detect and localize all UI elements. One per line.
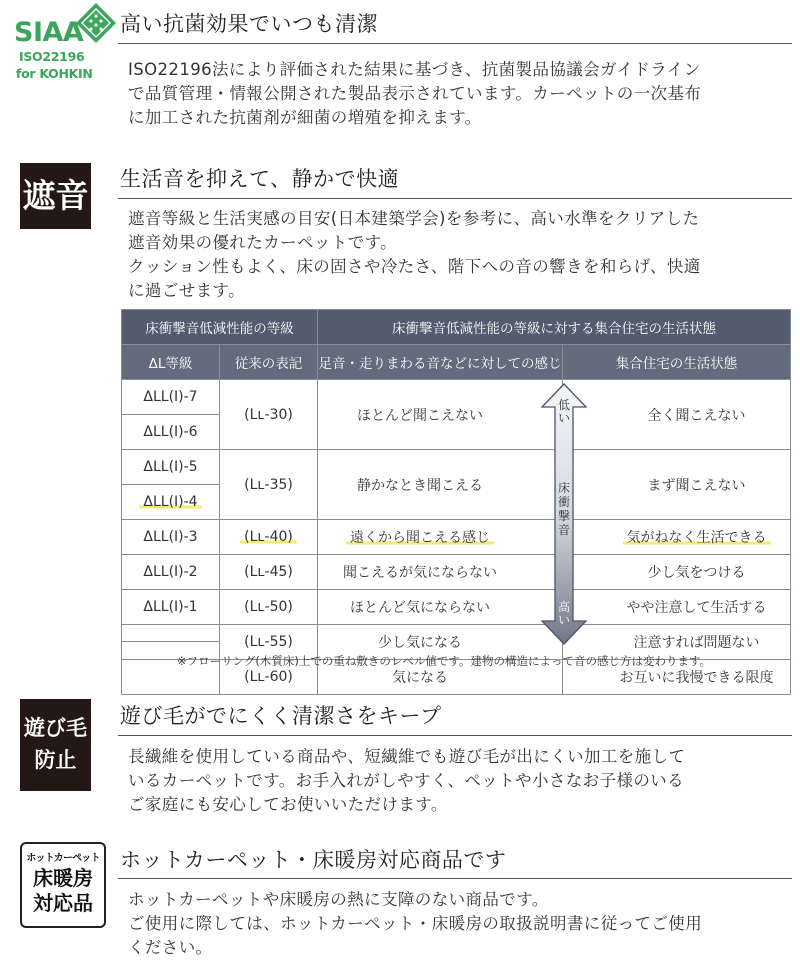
sound-insulation-table bbox=[121, 309, 791, 695]
impact-sound-arrow bbox=[540, 383, 588, 645]
anti-shedding-line: 長繊維を使用している商品や、短繊維でも遊び毛が出にくい加工を施して bbox=[128, 747, 686, 766]
old-notation-cell: (Lʟ-35) bbox=[220, 450, 318, 520]
grade-cell: ΔLL(I)-6 bbox=[122, 415, 220, 450]
hot-carpet-icon-line2: 床暖房 bbox=[33, 866, 93, 890]
old-highlight: (Lʟ-40) bbox=[240, 529, 297, 545]
feel-cell: 少し気になる bbox=[318, 625, 563, 660]
soundproof-badge: 遮音 bbox=[20, 163, 91, 229]
life-cell: 全く聞こえない bbox=[563, 380, 791, 450]
old-notation-cell: (Lʟ-45) bbox=[220, 555, 318, 590]
anti-shedding-divider bbox=[118, 735, 792, 736]
column-header-feel: 足音・走りまわる音などに対しての感じ bbox=[318, 345, 563, 380]
grade-cell: ΔLL(I)-2 bbox=[122, 555, 220, 590]
old-notation-cell: (Lʟ-50) bbox=[220, 590, 318, 625]
column-header-life: 集合住宅の生活状態 bbox=[563, 345, 791, 380]
grade-cell: ΔLL(I)-5 bbox=[122, 450, 220, 485]
old-notation-cell bbox=[220, 520, 318, 555]
grade-cell bbox=[122, 625, 220, 642]
arrow-high-label: 高い bbox=[557, 600, 570, 627]
siaa-logo-text: SIAA bbox=[14, 17, 84, 48]
life-cell: 少し気をつける bbox=[563, 555, 791, 590]
antibacterial-line: に加工された抗菌剤が細菌の増殖を抑えます。 bbox=[128, 108, 482, 127]
anti-shedding-line: いるカーペットです。お手入れがしやすく、ペットや小さなお子様のいる bbox=[128, 771, 685, 790]
life-cell bbox=[563, 520, 791, 555]
life-cell: まず聞こえない bbox=[563, 450, 791, 520]
anti-shedding-title: 遊び毛がでにくく清潔さをキープ bbox=[120, 704, 442, 728]
table-header-living: 床衝撃音低減性能の等級に対する集合住宅の生活状態 bbox=[318, 310, 791, 345]
grade-cell: ΔLL(I)-1 bbox=[122, 590, 220, 625]
life-cell: やや注意して生活する bbox=[563, 590, 791, 625]
hot-carpet-title: ホットカーペット・床暖房対応商品です bbox=[120, 848, 507, 872]
column-header-grade: ΔL等級 bbox=[122, 345, 220, 380]
old-notation-cell: (Lʟ-55) bbox=[220, 625, 318, 660]
hot-carpet-divider bbox=[118, 878, 792, 879]
grade-cell: ΔLL(I)-3 bbox=[122, 520, 220, 555]
anti-shedding-badge-line2: 防止 bbox=[34, 748, 77, 772]
old-notation-cell: (Lʟ-30) bbox=[220, 380, 318, 450]
arrow-middle-label: 床衝撃音 bbox=[557, 481, 570, 537]
life-highlight: 気がねなく生活できる bbox=[623, 530, 771, 546]
hot-carpet-icon-line1: ホットカーペット bbox=[26, 853, 100, 864]
grade-cell: ΔLL(I)-7 bbox=[122, 380, 220, 415]
hot-carpet-description bbox=[128, 888, 793, 960]
feel-cell: ほとんど聞こえない bbox=[318, 380, 563, 450]
antibacterial-divider bbox=[118, 43, 792, 44]
antibacterial-description bbox=[128, 58, 793, 130]
life-cell: 注意すれば問題ない bbox=[563, 625, 791, 660]
soundproof-line: クッション性もよく、床の固さや冷たさ、階下への音の響きを和らげ、快適 bbox=[128, 257, 701, 276]
soundproof-line: に過ごせます。 bbox=[128, 281, 245, 300]
column-header-old: 従来の表記 bbox=[220, 345, 318, 380]
soundproof-description bbox=[128, 207, 793, 303]
anti-shedding-line: ご家庭にも安心してお使いいただけます。 bbox=[128, 795, 448, 814]
soundproof-title: 生活音を抑えて、静かで快適 bbox=[120, 167, 400, 191]
life-cell: お互いに我慢できる限度 bbox=[563, 660, 791, 695]
feel-cell: ほとんど気にならない bbox=[318, 590, 563, 625]
hot-carpet-line: ホットカーペットや床暖房の熱に支障のない商品です。 bbox=[128, 890, 549, 909]
hot-carpet-line: ください。 bbox=[128, 938, 213, 957]
hot-carpet-line: ご使用に際しては、ホットカーペット・床暖房の取扱説明書に従ってご使用 bbox=[128, 914, 703, 933]
siaa-iso-text: ISO22196 bbox=[19, 49, 85, 64]
grade-highlight: ΔLL(I)-4 bbox=[139, 494, 201, 510]
feel-cell: 気になる bbox=[318, 660, 563, 695]
anti-shedding-description bbox=[128, 745, 793, 817]
siaa-for-text: for KOHKIN bbox=[16, 66, 93, 81]
soundproof-line: 遮音効果の優れたカーペットです。 bbox=[128, 233, 398, 252]
soundproof-divider bbox=[118, 198, 792, 199]
feel-cell: 聞こえるが気にならない bbox=[318, 555, 563, 590]
antibacterial-title: 高い抗菌効果でいつも清潔 bbox=[120, 12, 378, 36]
table-header-grade: 床衝撃音低減性能の等級 bbox=[122, 310, 318, 345]
antibacterial-line: で品質管理・情報公開された製品表示されています。カーペットの一次基布 bbox=[128, 84, 702, 103]
hot-carpet-icon-line3: 対応品 bbox=[33, 891, 93, 915]
soundproof-line: 遮音等級と生活実感の目安(日本建築学会)を参考に、高い水準をクリアした bbox=[128, 209, 700, 228]
antibacterial-line: ISO22196法により評価された結果に基づき、抗菌製品協議会ガイドライン bbox=[128, 60, 701, 79]
feel-highlight: 遠くから聞こえる感じ bbox=[346, 530, 494, 546]
hot-carpet-floor-heating-icon bbox=[20, 842, 106, 928]
arrow-low-label: 低い bbox=[557, 398, 570, 425]
anti-shedding-badge-line1: 遊び毛 bbox=[24, 716, 87, 740]
grade-cell bbox=[122, 485, 220, 520]
feel-cell: 静かなとき聞こえる bbox=[318, 450, 563, 520]
old-notation-cell: (Lʟ-60) bbox=[220, 660, 318, 695]
table-footnote: ※フローリング(木質床)上での重ね敷きのレベル値です。建物の構造によって音の感じ方は変わります。 bbox=[177, 654, 712, 668]
feel-cell bbox=[318, 520, 563, 555]
siaa-logo bbox=[14, 3, 114, 93]
anti-shedding-badge bbox=[20, 699, 91, 791]
